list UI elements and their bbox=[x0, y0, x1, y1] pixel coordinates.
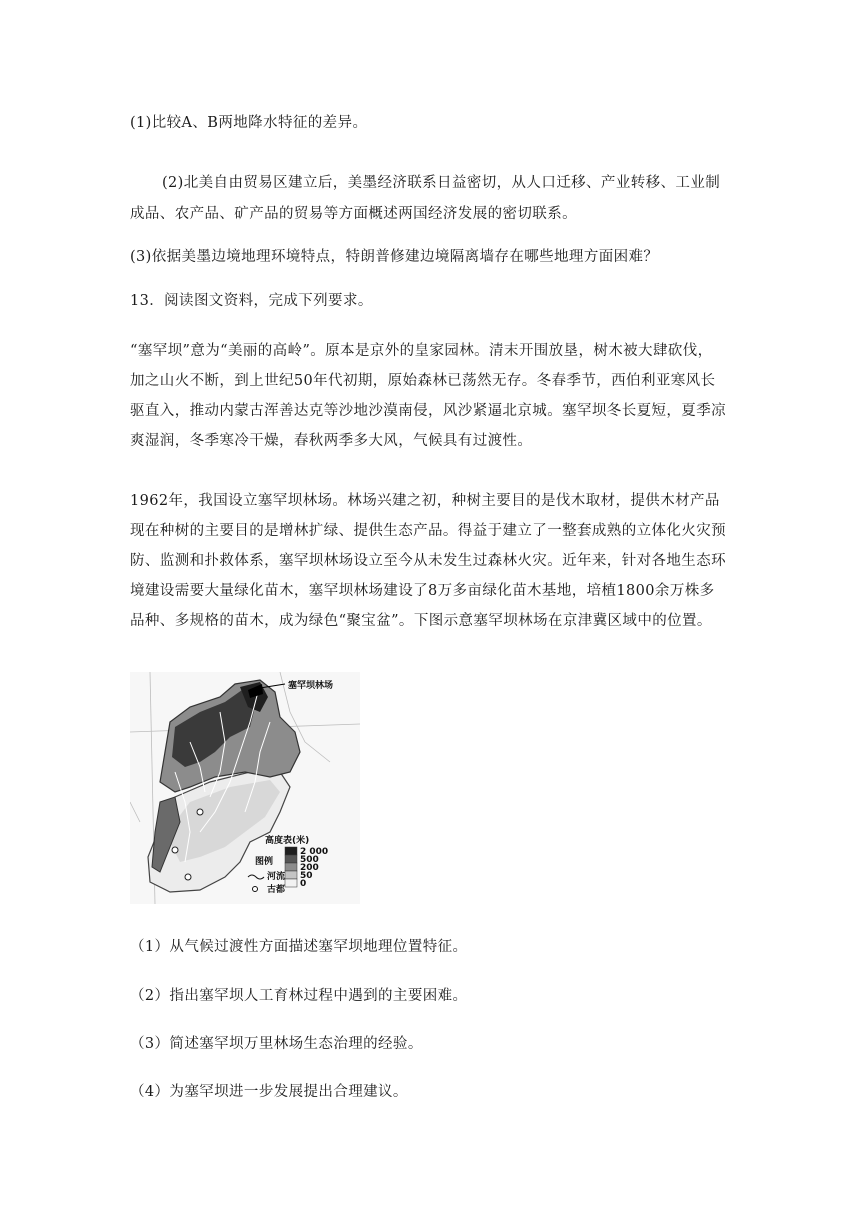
legend-elevation-2000: 2 000 bbox=[300, 847, 329, 857]
question-1: (1)比较A、B两地降水特征的差异。 bbox=[130, 115, 368, 131]
passage-line: 驱直入，推动内蒙古浑善达克等沙地沙漠南侵，风沙紧逼北京城。塞罕坝冬长夏短，夏季凉 bbox=[130, 403, 726, 419]
passage-line: 现在种树的主要目的是增林扩绿、提供生态产品。得益于建立了一整套成熟的立体化火灾预 bbox=[130, 523, 726, 539]
legend-elevation-500: 500 bbox=[300, 855, 319, 865]
sub-question-3: （3）简述塞罕坝万里林场生态治理的经验。 bbox=[130, 1036, 423, 1052]
legend-elevation-title: 高度表(米) bbox=[265, 836, 310, 846]
legend-river-label: 河流 bbox=[267, 872, 286, 882]
capital-marker bbox=[172, 847, 178, 853]
legend-elevation-0: 0 bbox=[300, 879, 307, 889]
legend-title: 图例 bbox=[255, 857, 274, 867]
legend-elevation-200: 200 bbox=[300, 863, 319, 873]
legend-elevation-50: 50 bbox=[300, 871, 313, 881]
question-13-title: 13．阅读图文资料，完成下列要求。 bbox=[130, 293, 373, 309]
saihanba-location-map bbox=[130, 672, 360, 904]
passage-line: “塞罕坝”意为“美丽的高岭”。原本是京外的皇家园林。清末开围放垦，树木被大肆砍伐， bbox=[130, 343, 713, 359]
sub-question-1: （1）从气候过渡性方面描述塞罕坝地理位置特征。 bbox=[130, 939, 468, 955]
question-3: (3)依据美墨边境地理环境特点，特朗普修建边境隔离墙存在哪些地理方面困难？ bbox=[130, 249, 659, 265]
passage-line: 1962年，我国设立塞罕坝林场。林场兴建之初，种树主要目的是伐木取材，提供木材产品 bbox=[130, 493, 720, 509]
passage-line: 境建设需要大量绿化苗木，塞罕坝林场建设了8万多亩绿化苗木基地，培植1800余万株多 bbox=[130, 583, 715, 599]
passage-paragraph-1 bbox=[130, 336, 742, 456]
passage-line: 防、监测和扑救体系，塞罕坝林场设立至今从未发生过森林火灾。近年来，针对各地生态环 bbox=[130, 553, 726, 569]
capital-legend-icon bbox=[253, 887, 258, 892]
legend-capital-label: 古都 bbox=[267, 885, 286, 895]
capital-marker bbox=[197, 809, 203, 815]
question-2-line-2: 成品、农产品、矿产品的贸易等方面概述两国经济发展的密切联系。 bbox=[130, 206, 577, 222]
passage-paragraph-2 bbox=[130, 486, 742, 636]
passage-line: 爽湿润，冬季寒冷干燥，春秋两季多大风，气候具有过渡性。 bbox=[130, 433, 533, 449]
passage-line: 加之山火不断，到上世纪50年代初期，原始森林已荡然无存。冬春季节，西伯利亚寒风长 bbox=[130, 373, 716, 389]
passage-line: 品种、多规格的苗木，成为绿色“聚宝盆”。下图示意塞罕坝林场在京津冀区域中的位置。 bbox=[130, 613, 712, 629]
sub-question-2: （2）指出塞罕坝人工育林过程中遇到的主要困难。 bbox=[130, 988, 468, 1004]
sub-question-4: （4）为塞罕坝进一步发展提出合理建议。 bbox=[130, 1084, 408, 1100]
question-2-line-1: (2)北美自由贸易区建立后，美墨经济联系日益密切，从人口迁移、产业转移、工业制 bbox=[162, 175, 721, 191]
saihanba-callout-label: 塞罕坝林场 bbox=[288, 681, 334, 691]
capital-marker bbox=[185, 874, 191, 880]
